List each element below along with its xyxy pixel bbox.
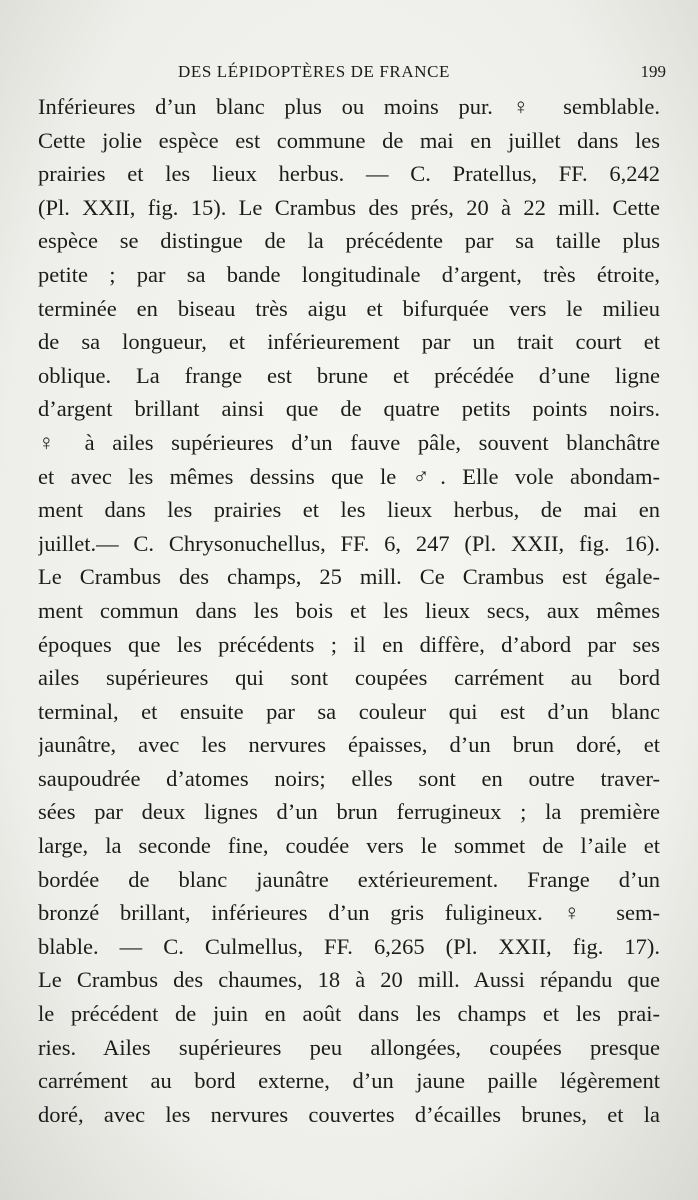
- page-number: 199: [640, 62, 666, 81]
- running-title: DES LÉPIDOPTÈRES DE FRANCE: [178, 62, 451, 81]
- text-line: d’argent brillant ainsi que de quatre petits points noirs.: [38, 396, 660, 422]
- text-line: saupoudrée d’atomes noirs; elles sont en outre traver-: [38, 765, 660, 791]
- text-line: Cette jolie espèce est commune de mai en juillet dans les: [38, 127, 660, 153]
- text-line: Inférieures d’un blanc plus ou moins pur. ♀ semblable.: [38, 94, 660, 119]
- text-line: oblique. La frange est brune et précédée d’une ligne: [38, 362, 660, 388]
- text-line: et avec les mêmes dessins que le ♂. Elle vole abondam-: [38, 463, 660, 489]
- text-line: Le Crambus des champs, 25 mill. Ce Crambus est égale-: [38, 564, 660, 590]
- text-line: (Pl. XXII, fig. 15). Le Crambus des prés, 20 à 22 mill. Cette: [38, 194, 660, 220]
- text-line: de sa longueur, et inférieurement par un trait court et: [38, 329, 660, 355]
- page-header: [38, 60, 670, 86]
- text-line: juillet.— C. Chrysonuchellus, FF. 6, 247 (Pl. XXII, fig. 16).: [38, 530, 660, 556]
- text-line: large, la seconde fine, coudée vers le sommet de l’aile et: [38, 833, 660, 859]
- body-text: [38, 90, 660, 1131]
- text-line: époques que les précédents ; il en diffère, d’abord par ses: [38, 631, 660, 657]
- text-line: blable. — C. Culmellus, FF. 6,265 (Pl. XXII, fig. 17).: [38, 933, 660, 959]
- text-line: ment commun dans les bois et les lieux secs, aux mêmes: [38, 597, 660, 623]
- text-line: sées par deux lignes d’un brun ferrugineux ; la première: [38, 799, 660, 825]
- text-line: ailes supérieures qui sont coupées carrément au bord: [38, 665, 660, 691]
- text-line: terminal, et ensuite par sa couleur qui est d’un blanc: [38, 698, 660, 724]
- text-line: ♀ à ailes supérieures d’un fauve pâle, souvent blanchâtre: [38, 429, 660, 455]
- text-line: doré, avec les nervures couvertes d’écailles brunes, et la: [38, 1101, 660, 1127]
- text-line: petite ; par sa bande longitudinale d’argent, très étroite,: [38, 261, 660, 287]
- text-line: terminée en biseau très aigu et bifurquée vers le milieu: [38, 295, 660, 321]
- text-line: bordée de blanc jaunâtre extérieurement. Frange d’un: [38, 866, 660, 892]
- text-line: prairies et les lieux herbus. — C. Pratellus, FF. 6,242: [38, 161, 660, 187]
- text-line: bronzé brillant, inférieures d’un gris fuligineux. ♀ sem-: [38, 900, 660, 926]
- text-line: ment dans les prairies et les lieux herbus, de mai en: [38, 497, 660, 523]
- text-line: Le Crambus des chaumes, 18 à 20 mill. Aussi répandu que: [38, 967, 660, 993]
- text-line: espèce se distingue de la précédente par sa taille plus: [38, 228, 660, 254]
- text-line: le précédent de juin en août dans les champs et les prai-: [38, 1001, 660, 1027]
- text-line: jaunâtre, avec les nervures épaisses, d’un brun doré, et: [38, 732, 660, 758]
- text-line: carrément au bord externe, d’un jaune paille légèrement: [38, 1068, 660, 1094]
- text-line: ries. Ailes supérieures peu allongées, coupées presque: [38, 1034, 660, 1060]
